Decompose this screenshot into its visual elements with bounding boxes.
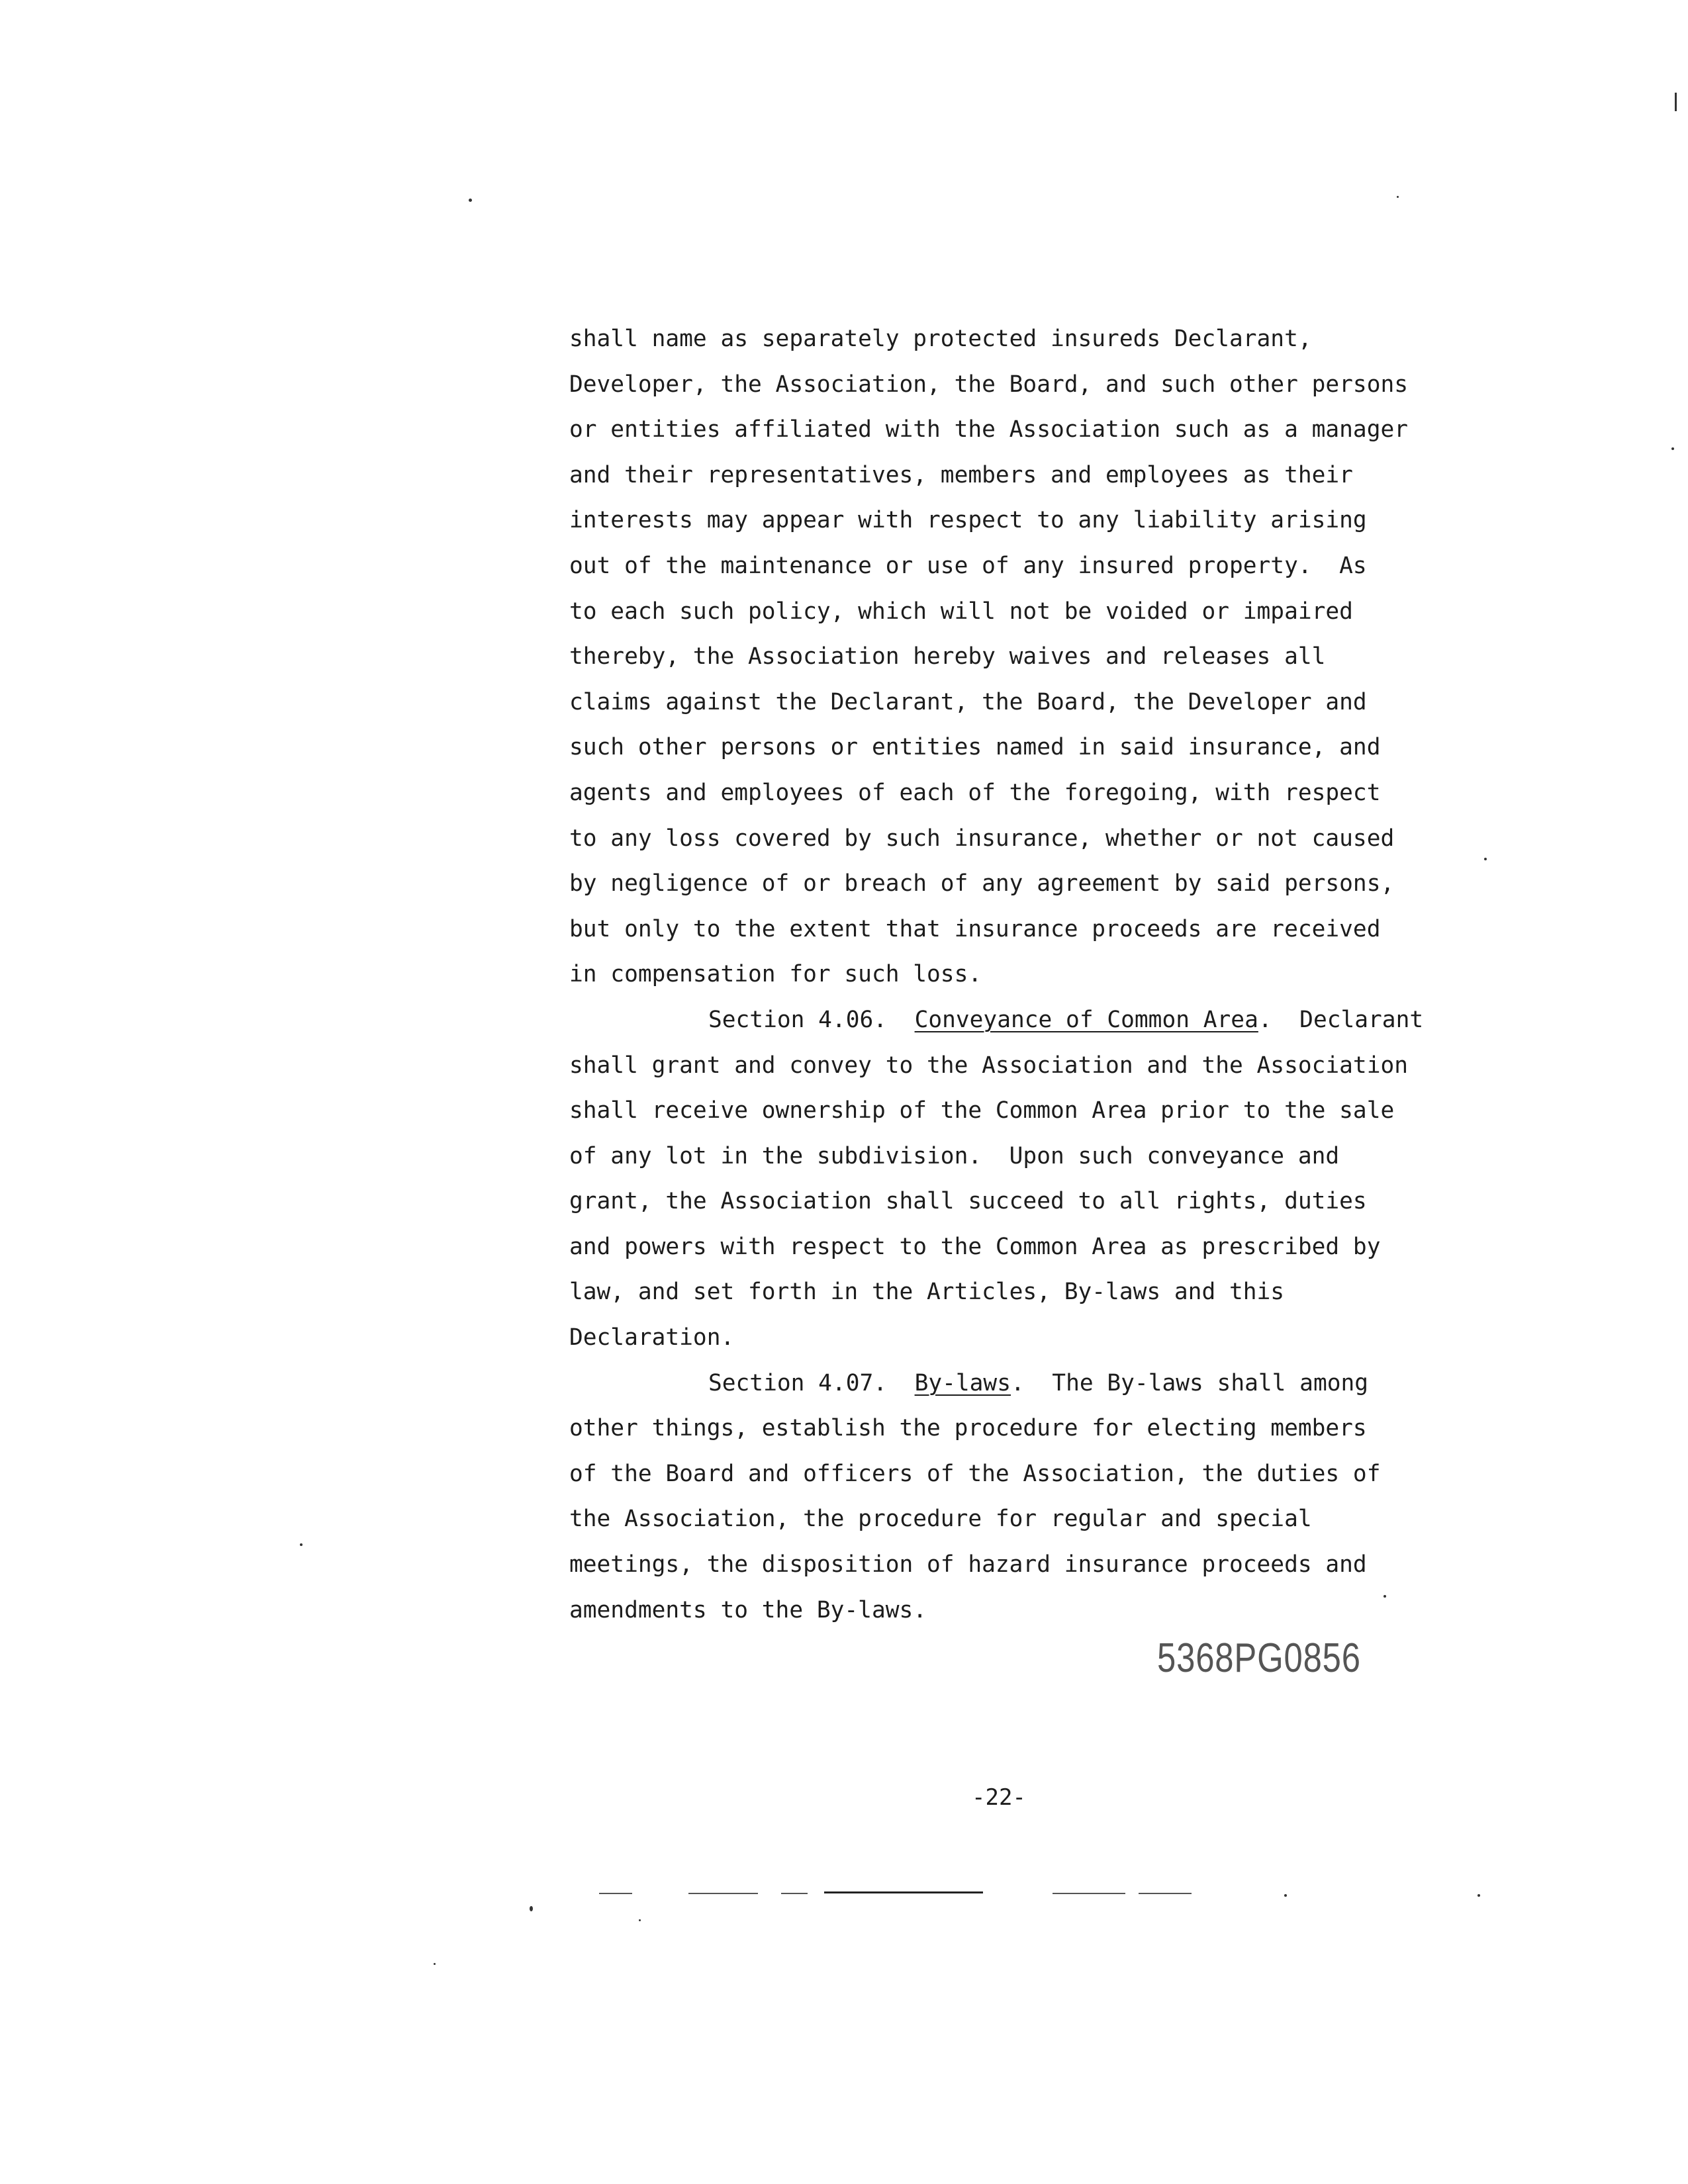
page-number: -22- xyxy=(972,1784,1026,1811)
text-line: amendments to the By-laws. xyxy=(569,1596,927,1623)
scan-speck xyxy=(434,1963,436,1965)
section-number: Section 4.07. xyxy=(708,1369,888,1396)
text-line: the Association, the procedure for regular and special xyxy=(569,1506,1312,1533)
text-line: by negligence of or breach of any agreement by said persons, xyxy=(569,870,1395,897)
section-title: Conveyance of Common Area xyxy=(914,1006,1258,1033)
text-line: to any loss covered by such insurance, whether or not caused xyxy=(569,825,1395,852)
text-line: or entities affiliated with the Association such as a manager xyxy=(569,416,1409,443)
paragraph-insurance xyxy=(569,316,1470,997)
text-line: interests may appear with respect to any liability arising xyxy=(569,507,1367,534)
scan-speck xyxy=(1383,1595,1386,1598)
text-line: in compensation for such loss. xyxy=(569,961,982,988)
text-line: thereby, the Association hereby waives and releases all xyxy=(569,643,1326,670)
text-line: and powers with respect to the Common Area as prescribed by xyxy=(569,1233,1381,1260)
text-line: Declaration. xyxy=(569,1324,735,1351)
scan-speck xyxy=(469,199,472,202)
text-line: out of the maintenance or use of any insured property. As xyxy=(569,552,1367,579)
section-title: By-laws xyxy=(914,1369,1011,1396)
text-line: and their representatives, members and employees as their xyxy=(569,461,1353,488)
text-line: of the Board and officers of the Association, the duties of xyxy=(569,1460,1381,1487)
text-line: claims against the Declarant, the Board, the Developer and xyxy=(569,688,1367,715)
scan-speck xyxy=(1284,1894,1287,1897)
scan-line-artifact xyxy=(599,1893,632,1894)
text-line: other things, establish the procedure for electing members xyxy=(569,1415,1367,1442)
scan-speck xyxy=(1397,196,1399,198)
scan-line-artifact xyxy=(1053,1893,1125,1894)
text-line: Developer, the Association, the Board, and such other persons xyxy=(569,371,1409,398)
text-line: shall grant and convey to the Association and the Association xyxy=(569,1052,1409,1079)
scan-speck xyxy=(1477,1894,1480,1897)
section-4-06 xyxy=(569,997,1470,1361)
section-heading-line xyxy=(569,1361,1470,1406)
scan-speck xyxy=(1484,858,1487,860)
document-body xyxy=(569,316,1470,1633)
text-line: but only to the extent that insurance proceeds are received xyxy=(569,915,1381,942)
section-number: Section 4.06. xyxy=(708,1006,888,1033)
scan-line-artifact xyxy=(824,1891,983,1893)
scan-line-artifact xyxy=(688,1893,758,1894)
text-line: grant, the Association shall succeed to all rights, duties xyxy=(569,1188,1367,1215)
text-line: such other persons or entities named in said insurance, and xyxy=(569,734,1381,761)
recording-stamp: 5368PG0856 xyxy=(1157,1635,1361,1681)
section-heading-line xyxy=(569,997,1470,1043)
text-line: shall receive ownership of the Common Area prior to the sale xyxy=(569,1097,1395,1124)
text-line: of any lot in the subdivision. Upon such conveyance and xyxy=(569,1142,1340,1169)
section-heading-rest: . Declarant xyxy=(1258,1006,1424,1033)
scan-speck xyxy=(639,1919,641,1921)
text-line: meetings, the disposition of hazard insurance proceeds and xyxy=(569,1551,1367,1578)
text-line: agents and employees of each of the foregoing, with respect xyxy=(569,779,1381,806)
scan-speck xyxy=(300,1543,303,1546)
scan-speck xyxy=(530,1906,533,1911)
section-4-07 xyxy=(569,1361,1470,1633)
text-line: law, and set forth in the Articles, By-laws and this xyxy=(569,1279,1285,1306)
text-line: shall name as separately protected insureds Declarant, xyxy=(569,326,1312,352)
scan-line-artifact xyxy=(1139,1893,1192,1894)
scan-speck xyxy=(1671,447,1674,450)
text-line: to each such policy, which will not be voided or impaired xyxy=(569,598,1353,625)
scan-speck xyxy=(1675,93,1677,111)
scan-line-artifact xyxy=(781,1893,808,1894)
section-heading-rest: . The By-laws shall among xyxy=(1010,1369,1369,1396)
